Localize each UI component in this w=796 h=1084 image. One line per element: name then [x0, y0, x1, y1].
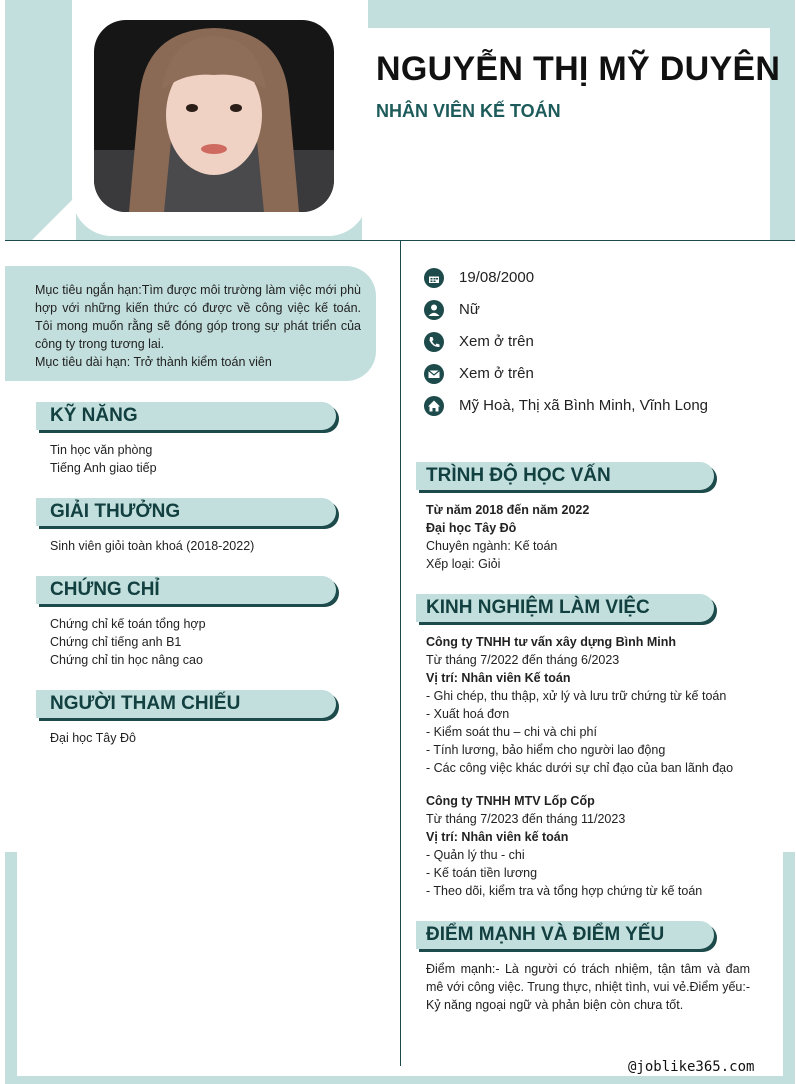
- experience-title: KINH NGHIỆM LÀM VIỆC: [426, 597, 650, 618]
- references-header: [36, 690, 336, 718]
- right-side-strip: [783, 852, 795, 1076]
- list-item: Chứng chỉ tiếng anh B1: [50, 635, 182, 649]
- job-task: - Quản lý thu - chi: [426, 848, 525, 862]
- job-position: Vị trí: Nhân viên Kế toán: [426, 671, 571, 685]
- job-task: - Tính lương, bảo hiểm cho người lao động: [426, 743, 666, 757]
- certificates-title: CHỨNG CHỈ: [50, 579, 160, 600]
- person-icon: [424, 300, 444, 320]
- list-item: Tin học văn phòng: [50, 443, 153, 457]
- education-school: Đại học Tây Đô: [426, 521, 517, 535]
- education-title: TRÌNH ĐỘ HỌC VẤN: [426, 465, 611, 486]
- objective-text: [35, 281, 361, 371]
- list-item: Tiếng Anh giao tiếp: [50, 461, 157, 475]
- job-task: - Kế toán tiền lương: [426, 866, 538, 880]
- job-task: - Các công việc khác dưới sự chỉ đạo của ban lãnh đạo: [426, 761, 734, 775]
- objective-long-term: Mục tiêu dài hạn: Trở thành kiểm toán viên: [35, 355, 272, 369]
- envelope-icon: [424, 364, 444, 384]
- candidate-name: NGUYỄN THỊ MỸ DUYÊN: [376, 50, 781, 88]
- experience-job-2: [426, 792, 702, 900]
- phone-text[interactable]: Xem ở trên: [459, 333, 534, 350]
- birthday-text: 19/08/2000: [459, 269, 535, 286]
- references-list: [50, 729, 136, 747]
- education-major: Chuyên ngành: Kế toán: [426, 539, 558, 553]
- awards-header: [36, 498, 336, 526]
- list-item: Chứng chỉ tin học nâng cao: [50, 653, 203, 667]
- skills-header: [36, 402, 336, 430]
- job-task: - Kiểm soát thu – chi và chi phí: [426, 725, 597, 739]
- column-divider: [400, 241, 401, 1066]
- references-title: NGƯỜI THAM CHIẾU: [50, 693, 241, 714]
- education-details: [426, 501, 589, 573]
- skills-list: [50, 441, 157, 477]
- home-icon: [424, 396, 444, 416]
- education-period: Từ năm 2018 đến năm 2022: [426, 503, 590, 517]
- strengths-text: Điểm mạnh:- Là người có trách nhiệm, tận tâm và đam mê với công việc. Trung thực, nhiệt tình, vui vẻ.Điểm yếu:- Kỷ năng ngoại ngữ và phản biện còn chưa tốt.: [426, 962, 750, 1012]
- certificates-list: [50, 615, 206, 669]
- awards-list: [50, 537, 254, 555]
- left-side-strip: [5, 852, 17, 1076]
- strengths-header: [416, 921, 714, 949]
- education-header: [416, 462, 714, 490]
- job-task: - Ghi chép, thu thập, xử lý và lưu trữ chứng từ kế toán: [426, 689, 727, 703]
- job-task: - Theo dõi, kiểm tra và tổng hợp chứng từ kế toán: [426, 884, 703, 898]
- certificates-header: [36, 576, 336, 604]
- experience-header: [416, 594, 714, 622]
- job-period: Từ tháng 7/2023 đến tháng 11/2023: [426, 812, 626, 826]
- job-task: - Xuất hoá đơn: [426, 707, 510, 721]
- address-text: Mỹ Hoà, Thị xã Bình Minh, Vĩnh Long: [459, 397, 709, 414]
- strengths-title: ĐIỂM MẠNH VÀ ĐIỂM YẾU: [426, 924, 665, 945]
- awards-title: GIẢI THƯỞNG: [50, 501, 181, 522]
- job-company: Công ty TNHH tư vấn xây dựng Bình Minh: [426, 635, 677, 649]
- profile-photo: [94, 20, 334, 212]
- education-grade: Xếp loại: Giỏi: [426, 557, 501, 571]
- skills-title: KỸ NĂNG: [50, 405, 138, 426]
- bottom-strip: [5, 1076, 795, 1084]
- list-item: Đại học Tây Đô: [50, 731, 136, 745]
- candidate-job-title: NHÂN VIÊN KẾ TOÁN: [376, 101, 561, 121]
- job-period: Từ tháng 7/2022 đến tháng 6/2023: [426, 653, 620, 667]
- list-item: Sinh viên giỏi toàn khoá (2018-2022): [50, 539, 255, 553]
- gender-text: Nữ: [459, 301, 480, 318]
- watermark: @joblike365.com: [628, 1059, 755, 1075]
- objective-short-term: Mục tiêu ngắn hạn:Tìm được môi trường làm việc mới phù hợp với những kiến thức có được về công việc kế toán. Tôi mong muốn rằng sẽ đóng góp trong sự phát triển của công ty trong tương lai.: [35, 283, 361, 351]
- job-position: Vị trí: Nhân viên kế toán: [426, 830, 569, 844]
- photo-frame-tail: [32, 196, 76, 240]
- experience-job-1: [426, 633, 733, 777]
- job-company: Công ty TNHH MTV Lốp Cốp: [426, 794, 595, 808]
- email-text[interactable]: Xem ở trên: [459, 365, 534, 382]
- calendar-icon: [424, 268, 444, 288]
- list-item: Chứng chỉ kế toán tổng hợp: [50, 617, 206, 631]
- phone-icon: [424, 332, 444, 352]
